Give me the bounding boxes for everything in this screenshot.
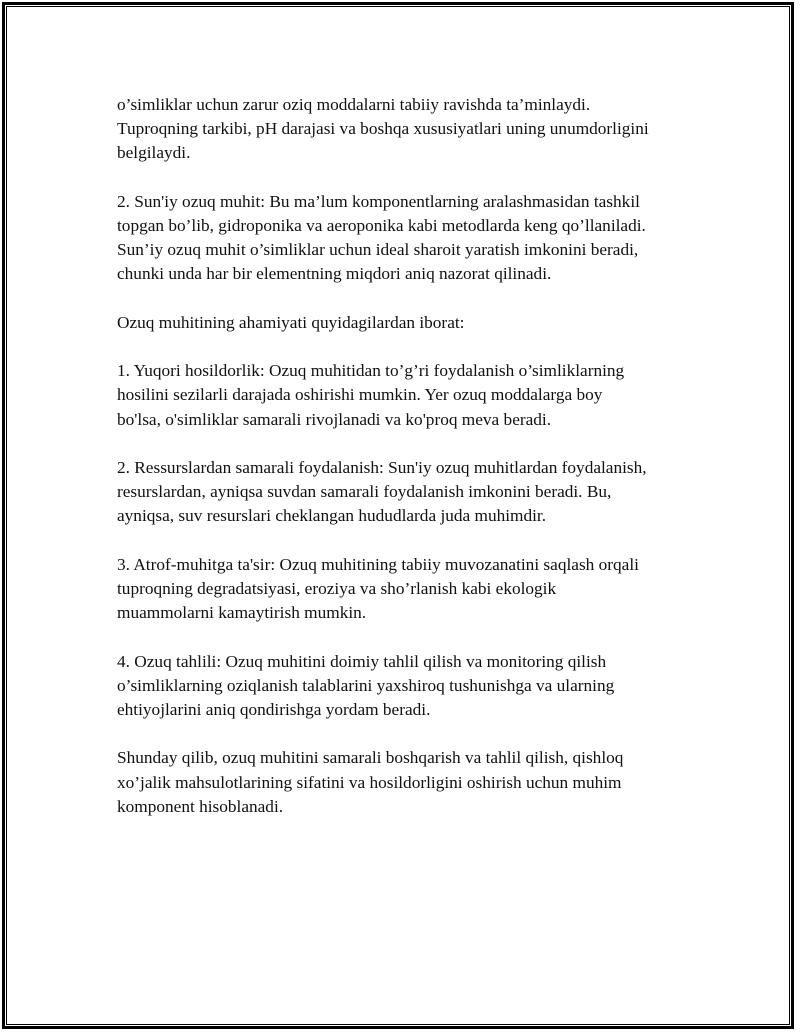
text-line: ayniqsa, suv resurslari cheklangan hududlarda juda muhimdir. [117, 506, 547, 526]
text-line: belgilaydi. [117, 143, 191, 163]
text-line: o’simliklarning oziqlanish talablarini yaxshiroq tushunishga va ularning [117, 675, 615, 695]
text-line: topgan bo’lib, gidroponika va aeroponika kabi metodlarda keng qo’llaniladi. [117, 216, 646, 235]
text-line: hosilini sezilarli darajada oshirishi mumkin. Yer ozuq moddalarga boy [117, 385, 603, 405]
paragraph-artificial-medium [117, 190, 702, 287]
document-body [117, 93, 702, 843]
paragraph-nutrient-analysis [117, 650, 702, 723]
text-line: 1. Yuqori hosildorlik: Ozuq muhitidan to’g’ri foydalanish o’simliklarning [117, 361, 625, 381]
text-line: 2. Sun'iy ozuq muhit: Bu ma’lum komponentlarning aralashmasidan tashkil [117, 191, 640, 211]
text-line: Tuproqning tarkibi, pH darajasi va boshqa xususiyatlari uning unumdorligini [117, 119, 649, 139]
text-line: 2. Ressurslardan samarali foydalanish: Sun'iy ozuq muhitlardan foydalanish, [117, 457, 647, 477]
paragraph-environment-impact [117, 553, 702, 626]
text-line: Sun’iy ozuq muhit o’simliklar uchun ideal sharoit yaratish imkonini beradi, [117, 240, 639, 260]
text-line: 3. Atrof-muhitga ta'sir: Ozuq muhitining tabiiy muvozanatini saqlash orqali [117, 554, 639, 574]
text-line: Shunday qilib, ozuq muhitini samarali boshqarish va tahlil qilish, qishloq [117, 748, 624, 768]
paragraph-importance-heading [117, 311, 702, 335]
text-line: xo’jalik mahsulotlarining sifatini va hosildorligini oshirish uchun muhim [117, 772, 622, 792]
text-line: resurslardan, ayniqsa suvdan samarali foydalanish imkonini beradi. Bu, [117, 482, 612, 502]
text-line: muammolarni kamaytirish mumkin. [117, 603, 367, 623]
text-line: Ozuq muhitining ahamiyati quyidagilardan iborat: [117, 312, 465, 332]
text-line: ehtiyojlarini aniq qondirishga yordam beradi. [117, 699, 431, 719]
paragraph-high-yield [117, 359, 702, 432]
text-line: chunki unda har bir elementning miqdori aniq nazorat qilinadi. [117, 264, 552, 284]
paragraph-conclusion [117, 746, 702, 819]
paragraph-resource-efficiency [117, 456, 702, 529]
text-line: tuproqning degradatsiyasi, eroziya va sho’rlanish kabi ekologik [117, 578, 557, 598]
text-line: bo'lsa, o'simliklar samarali rivojlanadi va ko'proq meva beradi. [117, 409, 552, 429]
text-line: o’simliklar uchun zarur oziq moddalarni tabiiy ravishda ta’minlaydi. [117, 95, 591, 114]
text-line: komponent hisoblanadi. [117, 796, 284, 816]
paragraph-soil-intro [117, 93, 702, 166]
text-line: 4. Ozuq tahlili: Ozuq muhitini doimiy tahlil qilish va monitoring qilish [117, 651, 607, 671]
